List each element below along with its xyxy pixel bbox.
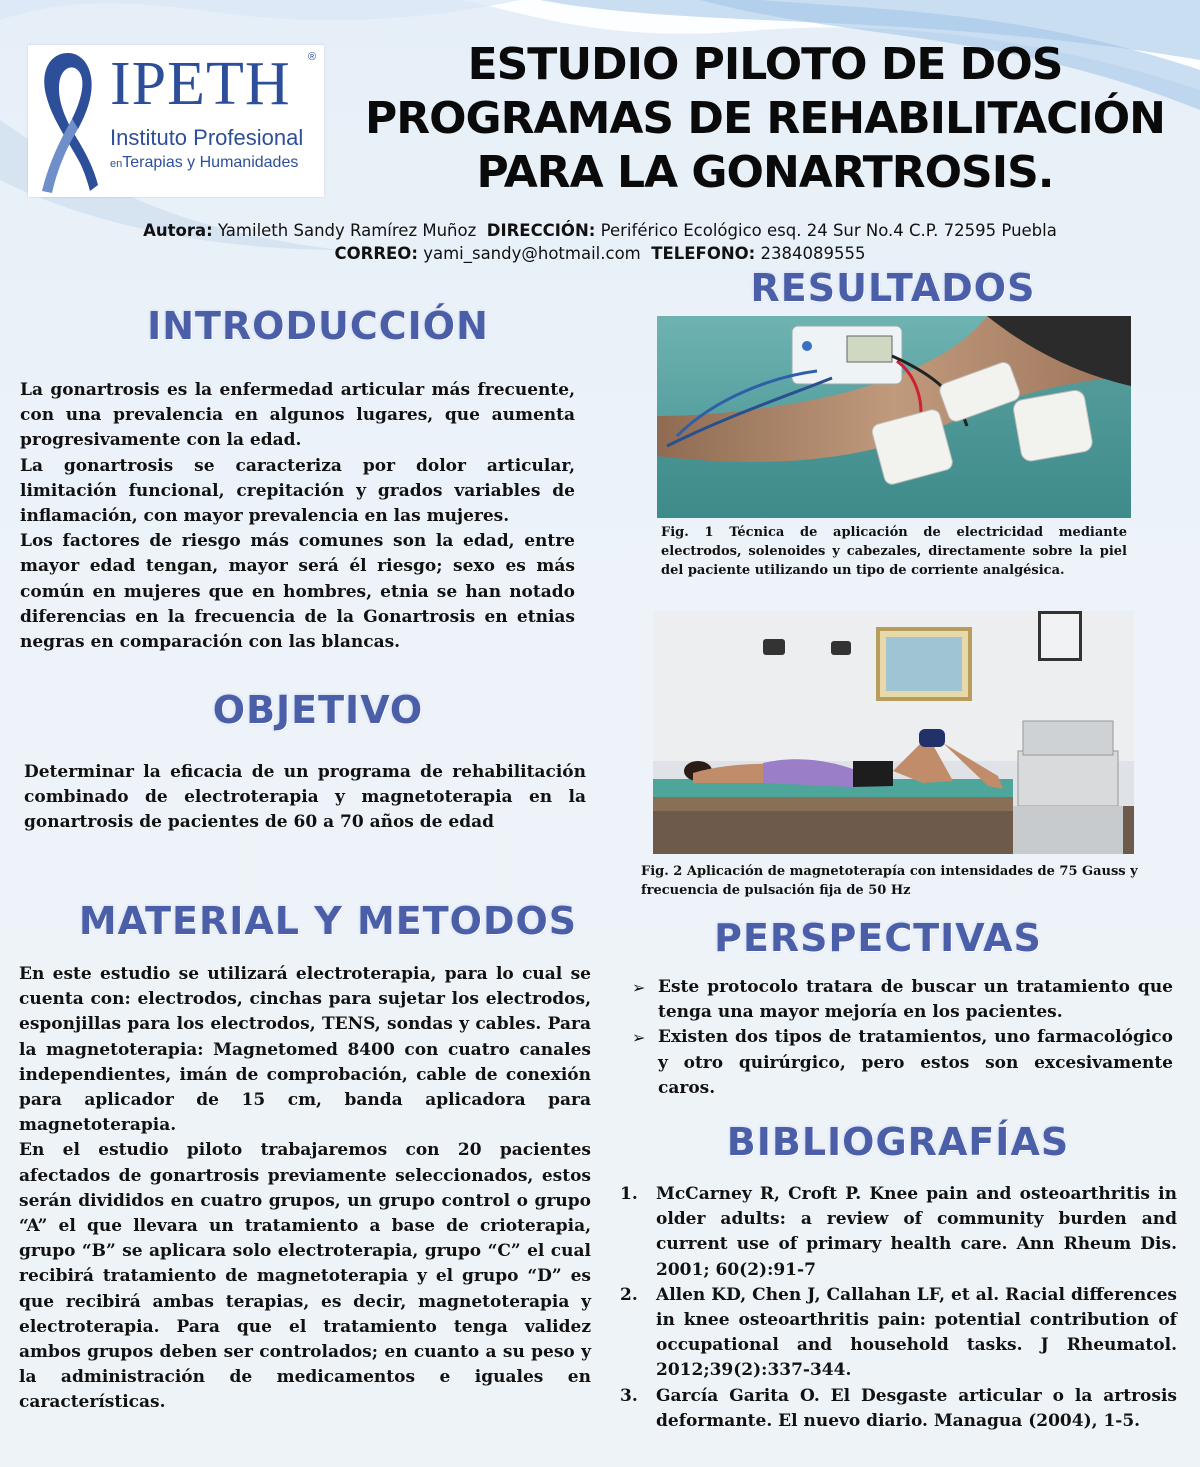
list-item <box>620 1384 1177 1434</box>
correo-value[interactable]: yami_sandy@hotmail.com <box>423 244 641 263</box>
introduccion-paragraph: La gonartrosis se caracteriza por dolor articular, limitación funcional, crepitación y grados variables de inflamación, con mayor prevalencia en las mujeres. <box>20 455 575 527</box>
reference-number: 2. <box>620 1284 638 1305</box>
telefono-value: 2384089555 <box>760 244 866 263</box>
introduccion-paragraph: Los factores de riesgo más comunes son la edad, entre mayor edad tengan, mayor será él riesgo; sexo es más común en mujeres que en hombres, etnia se han notado diferencias en la frecuencia de la Gonartrosis en etnias negras en comparación con las blancas. <box>20 531 575 653</box>
perspectiva-text: Este protocolo tratara de buscar un tratamiento que tenga una mayor mejoría en los pacientes. <box>658 977 1173 1023</box>
objetivo-text <box>24 760 586 836</box>
arrow-bullet-icon: ➢ <box>632 1028 646 1048</box>
logo-subtitle-1: Instituto Profesional <box>110 125 304 150</box>
correo-label: CORREO: <box>334 244 418 263</box>
perspectivas-list <box>632 975 1173 1101</box>
fig2-magnetotherapy-photo <box>653 611 1134 854</box>
list-item <box>620 1283 1177 1384</box>
author-info <box>20 219 1180 265</box>
logo-subtitle-2-small: en <box>110 158 123 170</box>
logo-name: IPETH <box>110 50 291 118</box>
metodos-heading: MATERIAL Y METODOS <box>78 899 578 943</box>
resultados-heading: RESULTADOS <box>750 266 1036 310</box>
autora-label: Autora: <box>143 221 213 240</box>
telefono-label: TELEFONO: <box>651 244 756 263</box>
poster-title: ESTUDIO PILOTO DE DOS PROGRAMAS DE REHABILITACIÓN PARA LA GONARTROSIS. <box>365 39 1165 198</box>
ribbon-icon <box>28 45 108 197</box>
introduccion-heading: INTRODUCCIÓN <box>147 304 489 348</box>
introduccion-text <box>20 378 575 655</box>
fig2-caption: Fig. 2 Aplicación de magnetoterapía con intensidades de 75 Gauss y frecuencia de pulsación fija de 50 Hz <box>641 864 1138 898</box>
metodos-paragraph: En el estudio piloto trabajaremos con 20 pacientes afectados de gonartrosis previamente seleccionados, estos serán divididos en cuatro grupos, un grupo control o grupo “A” el que llevara un tratamiento a base de crioterapia, grupo “B” se aplicara solo electroterapia, grupo “C” el cual recibirá tratamiento de magnetoterapia y el grupo “D” es que recibirá ambas terapias, es decir, magnetoterapia y electroterapia. Para que el tratamiento tenga validez ambos grupos deben ser controlados; en cuanto a su peso y la administración de medicamentos e iguales en características. <box>19 1140 591 1413</box>
logo-subtitle-2 <box>110 154 298 172</box>
fig1-caption: Fig. 1 Técnica de aplicación de electricidad mediante electrodos, solenoides y cabezales, directamente sobre la piel del paciente utilizando un tipo de corriente analgésica. <box>661 525 1127 578</box>
autora-name: Yamileth Sandy Ramírez Muñoz <box>218 221 477 240</box>
list-item <box>632 1025 1173 1101</box>
reference-number: 1. <box>620 1184 638 1204</box>
reference-number: 3. <box>620 1385 638 1406</box>
objetivo-heading: OBJETIVO <box>212 688 424 732</box>
metodos-paragraph: En este estudio se utilizará electroterapia, para lo cual se cuenta con: electrodos, cinchas para sujetar los electrodos, esponjillas para los electrodos, TENS, sondas y cables. Para la magnetoterapia: Magnetomed 8400 con cuatro canales independientes, imán de comprobación, cable de conexión para aplicador de 15 cm, banda aplicadora para magnetoterapia. <box>19 964 591 1136</box>
objetivo-paragraph: Determinar la eficacia de un programa de rehabilitación combinado de electroterapia y magnetoterapia en la gonartrosis de pacientes de 60 a 70 años de edad <box>24 762 586 833</box>
metodos-text <box>19 962 591 1416</box>
logo-registered-mark: ® <box>308 51 317 63</box>
perspectivas-heading: PERSPECTIVAS <box>714 916 1042 960</box>
reference-text: Allen KD, Chen J, Callahan LF, et al. Racial differences in knee osteoarthritis pain: potential contribution of occupational and household tasks. J Rheumatol. 2012;39(2):337-344. <box>656 1284 1177 1381</box>
arrow-bullet-icon: ➢ <box>632 978 646 997</box>
direccion-value: Periférico Ecológico esq. 24 Sur No.4 C.P. 72595 Puebla <box>600 221 1057 240</box>
fig1-electrotherapy-photo <box>657 316 1131 518</box>
bibliografias-heading: BIBLIOGRAFÍAS <box>726 1120 1070 1164</box>
author-line-2 <box>20 242 1180 265</box>
reference-text: McCarney R, Croft P. Knee pain and osteoarthritis in older adults: a review of community burden and current use of primary health care. Ann Rheum Dis. 2001; 60(2):91-7 <box>656 1184 1177 1280</box>
perspectiva-text: Existen dos tipos de tratamientos, uno farmacológico y otro quirúrgico, pero estos son excesivamente caros. <box>658 1027 1173 1098</box>
bibliografias-list <box>620 1182 1177 1434</box>
reference-text: García Garita O. El Desgaste articular o la artrosis deformante. El nuevo diario. Managua (2004), 1-5. <box>656 1385 1177 1431</box>
direccion-label: DIRECCIÓN: <box>486 221 596 240</box>
author-line-1 <box>20 219 1180 242</box>
logo-subtitle-2-main: Terapias y Humanidades <box>122 154 299 171</box>
introduccion-paragraph: La gonartrosis es la enfermedad articular más frecuente, con una prevalencia en algunos lugares, que aumenta progresivamente con la edad. <box>20 380 575 451</box>
ipeth-logo <box>28 45 324 197</box>
list-item <box>620 1182 1177 1283</box>
list-item <box>632 975 1173 1025</box>
